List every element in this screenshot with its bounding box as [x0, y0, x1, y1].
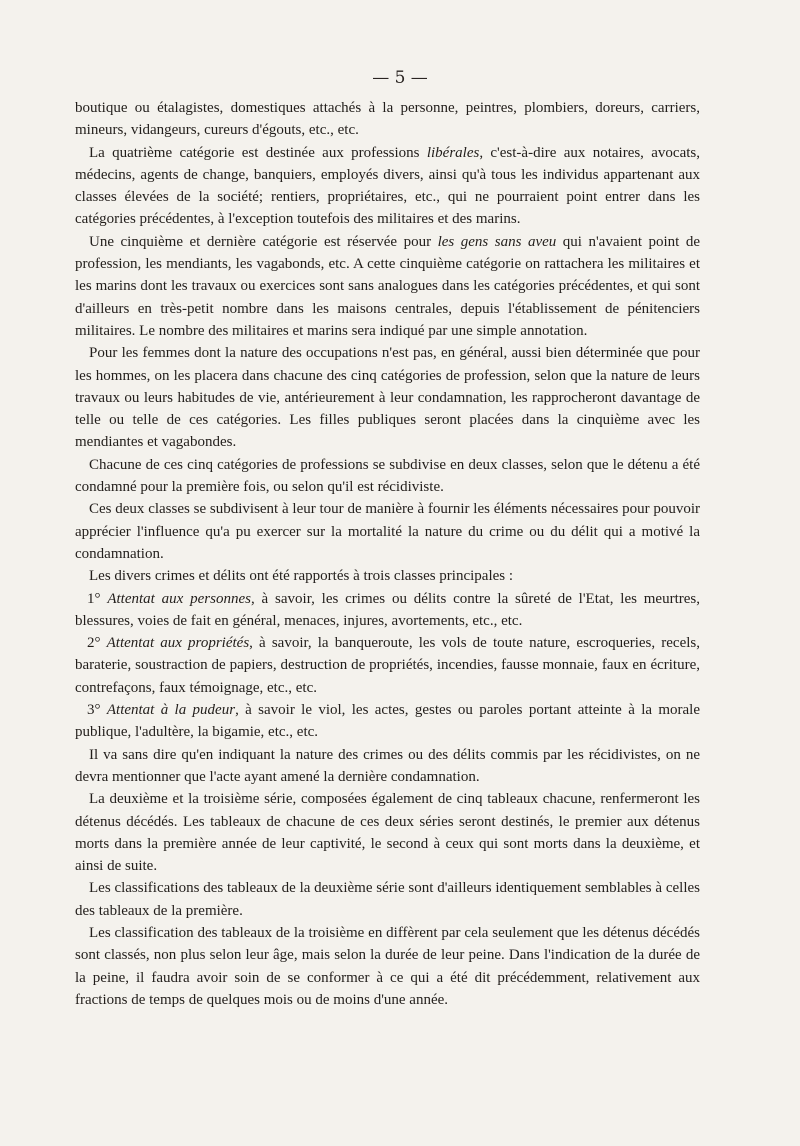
list-item-property	[75, 632, 700, 699]
list-item-persons	[75, 588, 700, 633]
italic-run: libérales	[426, 144, 480, 161]
list-number: 3°	[87, 702, 101, 719]
list-title: Attentat aux personnes	[107, 590, 251, 607]
text-run: qui n'avaient point de profession, les mendiants, les vagabonds, etc. A cette cinquième catégorie on rattachera les militaires et les marins dont les travaux ou exercices sont sans analogues dans les catégories précédentes, et qui sont d'ailleurs en très-petit nombre dans les maisons centrales, depuis l'établissement de pénitenciers militaires. Le nombre des militaires et marins sera indiqué par une simple annotation.	[75, 233, 700, 339]
text-run: , c'est-à-dire aux notaires, avocats, médecins, agents de change, banquiers, employés divers, ainsi qu'à tous les individus appartenant aux classes élevées de la société; rentiers, propriétaires, etc., qui ne pourraient point entrer dans les catégories précédentes, à l'exception toutefois des militaires et des marins.	[75, 144, 700, 228]
body-text	[75, 97, 700, 1011]
italic-run: les gens sans aveu	[437, 233, 557, 250]
paragraph-women: Pour les femmes dont la nature des occupations n'est pas, en général, aussi bien déterminée que pour les hommes, on les placera dans chacune des cinq catégories de profession, selon que la nature de leurs travaux ou leurs habitudes de vie, antérieurement à leur condamnation, les rapprocheront davantage de telle ou telle de ces catégories. Les filles publiques seront placées dans la cinquième avec les mendiantes et vagabondes.	[75, 345, 700, 451]
list-title: Attentat aux propriétés	[106, 635, 250, 652]
paragraph-fourth-category	[75, 142, 700, 231]
list-number: 2°	[87, 635, 101, 652]
paragraph-two-classes: Chacune de ces cinq catégories de professions se subdivise en deux classes, selon que le détenu a été condamné pour la première fois, ou selon qu'il est récidiviste.	[75, 456, 700, 496]
list-text: , à savoir le viol, les actes, gestes ou paroles portant atteinte à la morale publique, l'adultère, la bigamie, etc., etc.	[75, 702, 701, 741]
list-text: , à savoir, les crimes ou délits contre la sûreté de l'Etat, les meurtres, blessures, voies de fait en général, menaces, injures, avortements, etc., etc.	[75, 590, 700, 629]
paragraph-subdivision: Ces deux classes se subdivisent à leur tour de manière à fournir les éléments nécessaires pour pouvoir apprécier l'influence qu'a pu exercer sur la mortalité la nature du crime ou du délit qui a motivé la condamnation.	[75, 501, 700, 562]
text-run: Une cinquième et dernière catégorie est réservée pour	[89, 233, 438, 250]
list-title: Attentat à la pudeur	[106, 702, 236, 719]
list-item-decency	[75, 699, 700, 744]
paragraph-third-series: Les classification des tableaux de la troisième en diffèrent par cela seulement que les détenus décédés sont classés, non plus selon leur âge, mais selon la durée de leur peine. Dans l'indication de la durée de la peine, il faudra avoir soin de se conformer à ce qui a été dit précédemment, relativement aux fractions de temps de quelques mois ou de moins d'une année.	[75, 924, 700, 1008]
paragraph: boutique ou étalagistes, domestiques attachés à la personne, peintres, plombiers, doreurs, carriers, mineurs, vidangeurs, cureurs d'égouts, etc., etc.	[75, 100, 700, 139]
list-number: 1°	[87, 590, 101, 607]
list-text: , à savoir, la banqueroute, les vols de toute nature, escroqueries, recels, baraterie, soustraction de papiers, destruction de propriétés, incendies, fausse monnaie, faux en écriture, contrefaçons, faux témoignage, etc., etc.	[75, 635, 700, 696]
page-number: — 5 —	[372, 68, 428, 88]
paragraph-second-series: Les classifications des tableaux de la deuxième série sont d'ailleurs identiquement semblables à celles des tableaux de la première.	[75, 880, 700, 919]
text-run: La quatrième catégorie est destinée aux professions	[89, 144, 427, 161]
paragraph-fifth-category	[75, 231, 700, 342]
paragraph-recidivists: Il va sans dire qu'en indiquant la nature des crimes ou des délits commis par les récidivistes, on ne devra mentionner que l'acte ayant amené la dernière condamnation.	[75, 746, 700, 785]
paragraph-crime-classes: Les divers crimes et délits ont été rapportés à trois classes principales :	[89, 568, 514, 585]
paragraph-second-third-series: La deuxième et la troisième série, composées également de cinq tableaux chacune, renfermeront les détenus décédés. Les tableaux de chacune de ces deux séries seront destinés, le premier aux détenus morts dans la première année de leur captivité, le second à ceux qui sont morts dans la deuxième, et ainsi de suite.	[75, 791, 700, 875]
